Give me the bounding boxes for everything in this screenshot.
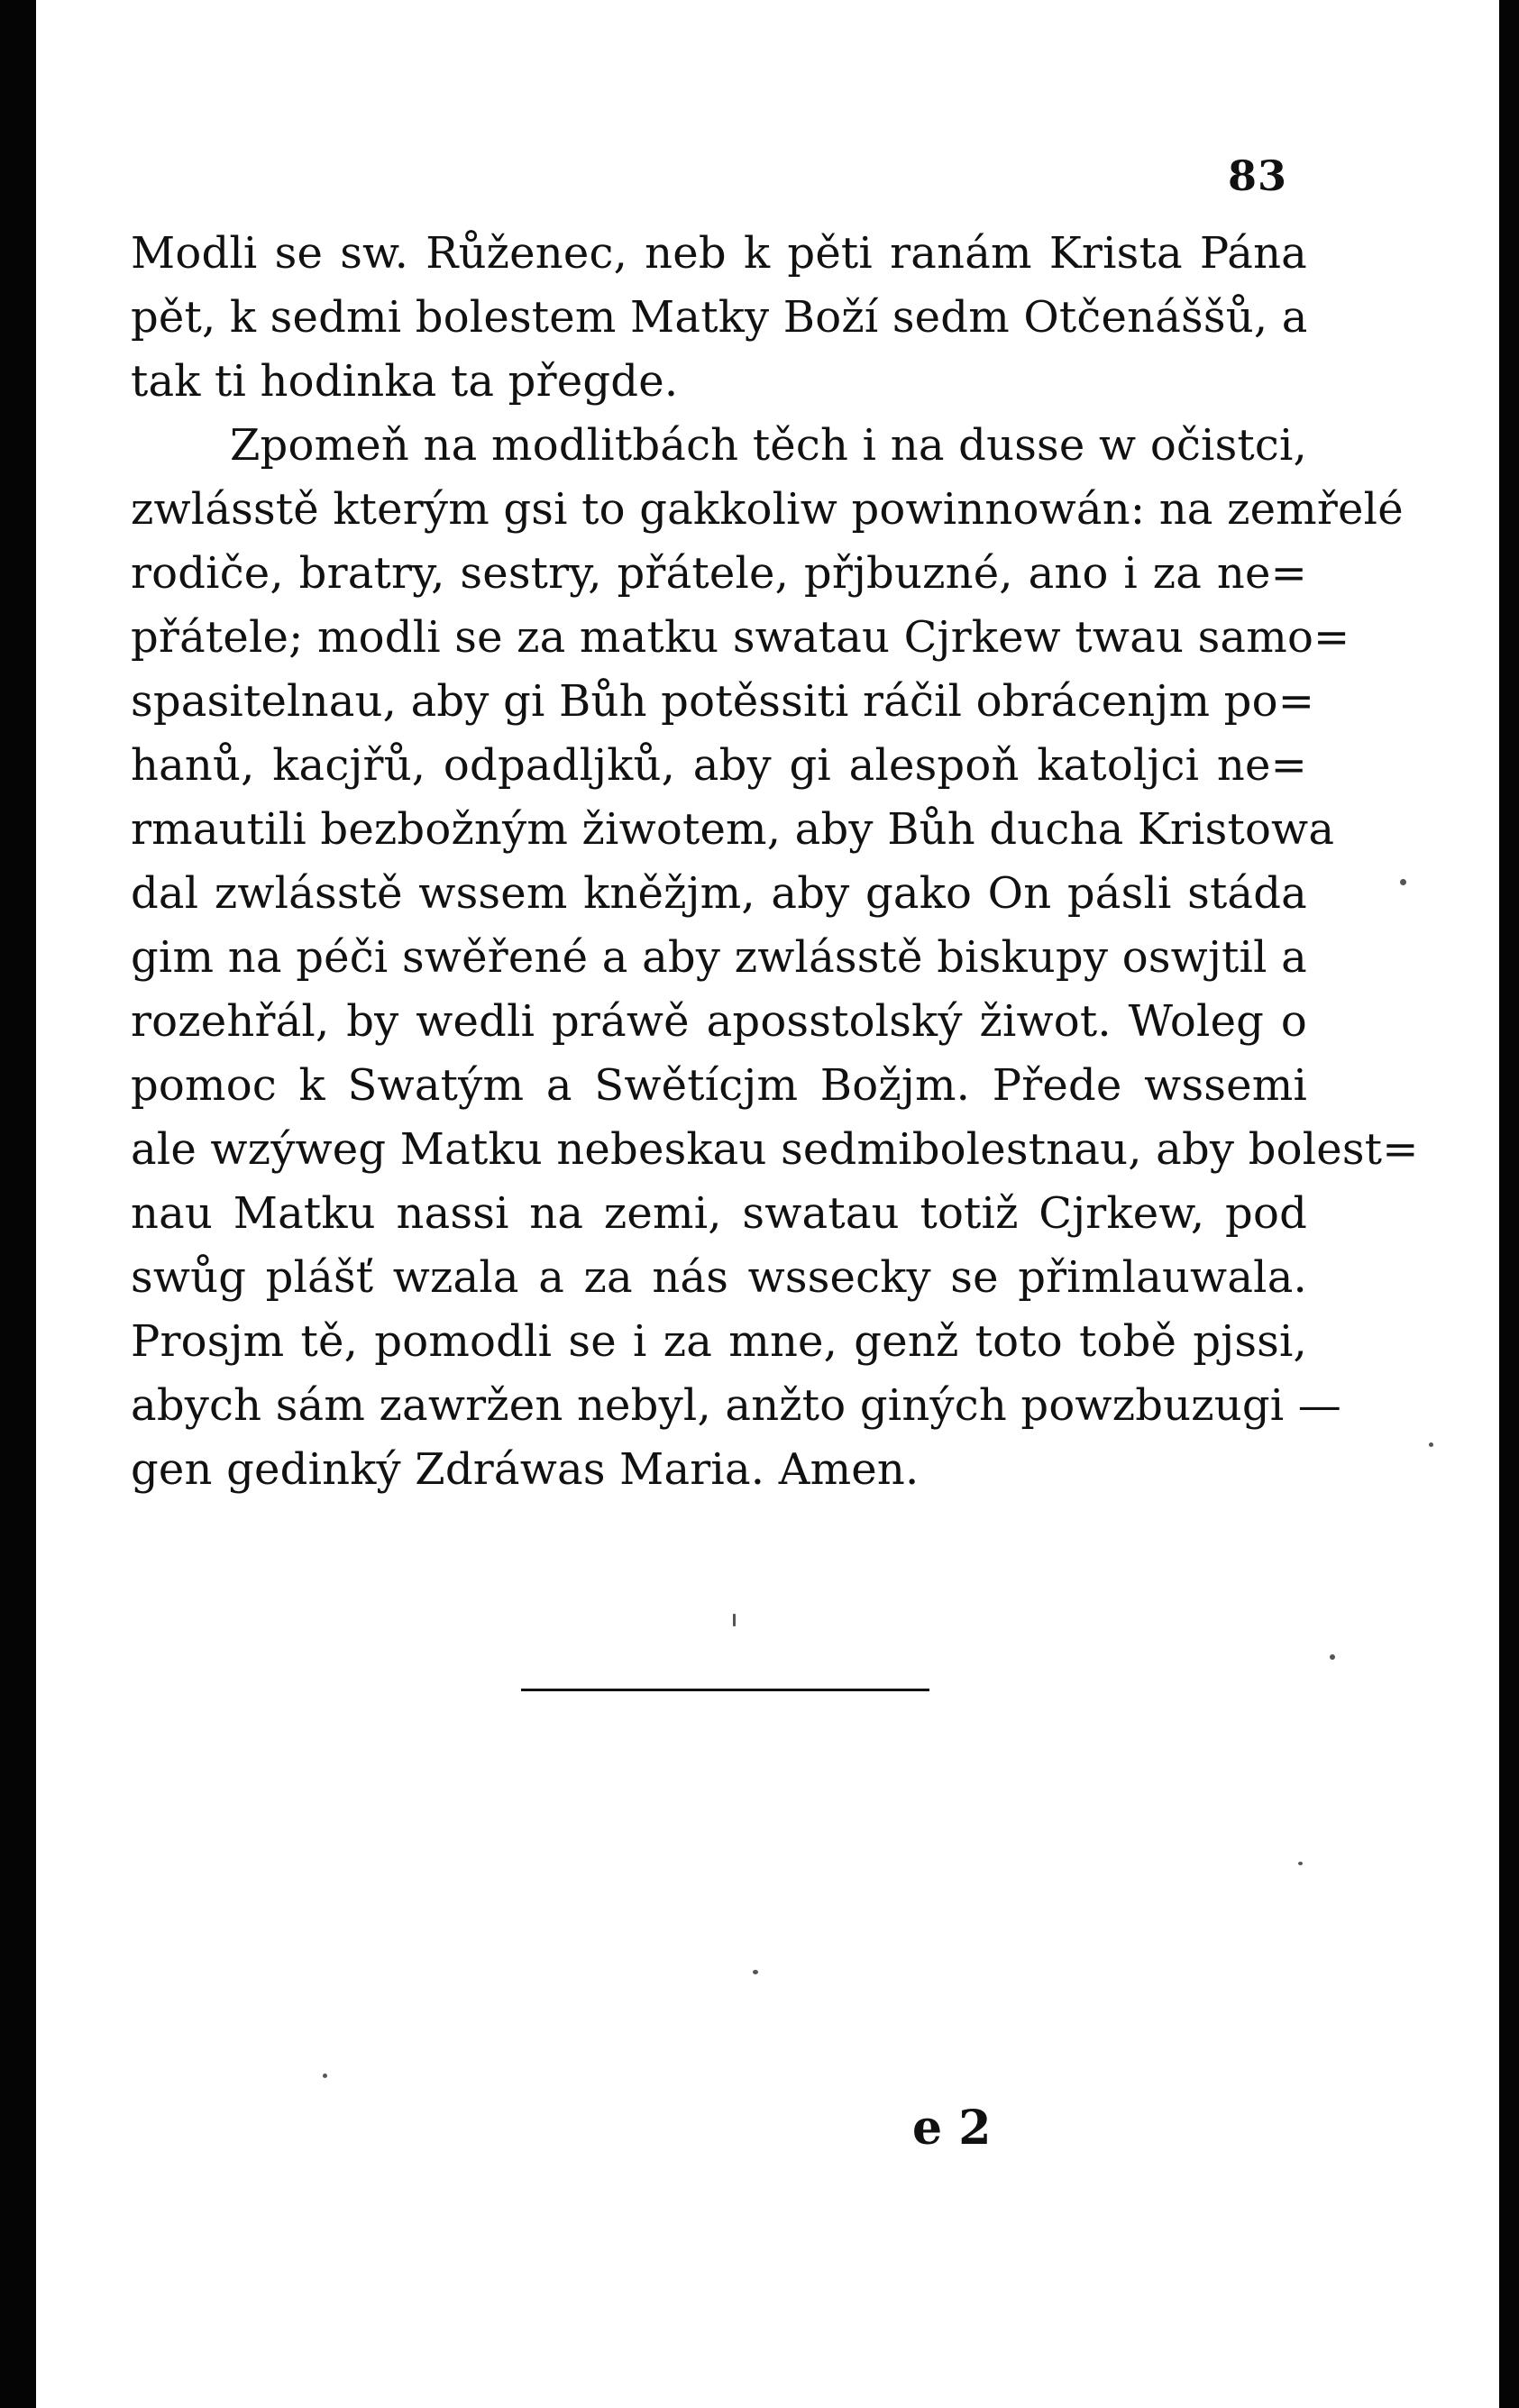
- text-line: pomoc k Swatým a Swětícjm Božjm. Přede wssemi: [131, 1060, 1307, 1111]
- text-line: gen gedinký Zdráwas Maria. Amen.: [131, 1444, 920, 1495]
- text-line: Prosjm tě, pomodli se i za mne, genž toto tobě pjssi,: [131, 1316, 1307, 1367]
- text-line: hanů, kacjřů, odpadljků, aby gi alespoň katoljci ne=: [131, 740, 1307, 791]
- text-line: pět, k sedmi bolestem Matky Boží sedm Otčenáššů, a: [131, 292, 1308, 343]
- scan-speck: [753, 1970, 758, 1974]
- text-line: spasitelnau, aby gi Bůh potěssiti ráčil obrácenjm po=: [131, 676, 1315, 727]
- scan-border-left: [0, 0, 36, 2408]
- text-line: Zpomeň na modlitbách těch i na dusse w očistci,: [230, 420, 1307, 471]
- text-line: gim na péči swěřené a aby zwlásstě biskupy oswjtil a: [131, 932, 1307, 983]
- text-line: rozehřál, by wedli práwě aposstolský žiwot. Woleg o: [131, 996, 1307, 1047]
- text-line: rodiče, bratry, sestry, přátele, přjbuzné, ano i za ne=: [131, 548, 1307, 599]
- scan-speck: [1298, 1862, 1303, 1865]
- text-line: swůg plášť wzala a za nás wssecky se přimlauwala.: [131, 1252, 1307, 1303]
- scan-border-right: [1499, 0, 1519, 2408]
- page-number: 83: [1228, 151, 1288, 200]
- scan-speck: [1400, 879, 1406, 885]
- text-line: dal zwlásstě wssem kněžjm, aby gako On pásli stáda: [131, 868, 1307, 919]
- body-text: [131, 222, 1419, 1502]
- text-line: nau Matku nassi na zemi, swatau totiž Cjrkew, pod: [131, 1188, 1307, 1239]
- text-line: rmautili bezbožným žiwotem, aby Bůh ducha Kristowa: [131, 804, 1335, 855]
- text-line: přátele; modli se za matku swatau Cjrkew twau samo=: [131, 612, 1350, 663]
- text-line: zwlásstě kterým gsi to gakkoliw powinnowán: na zemřelé: [131, 484, 1404, 535]
- text-line: tak ti hodinka ta přegde.: [131, 356, 679, 407]
- scan-speck: [323, 2074, 327, 2078]
- section-divider: [521, 1689, 929, 1691]
- scan-speck: [733, 1614, 736, 1626]
- text-line: Modli se sw. Růženec, neb k pěti ranám Krista Pána: [131, 228, 1307, 279]
- scan-speck: [1330, 1654, 1335, 1660]
- signature-mark: e 2: [912, 2101, 992, 2156]
- text-line: abych sám zawržen nebyl, anžto giných powzbuzugi —: [131, 1380, 1341, 1431]
- scan-speck: [1429, 1442, 1433, 1447]
- text-line: ale wzýweg Matku nebeskau sedmibolestnau, aby bolest=: [131, 1124, 1419, 1175]
